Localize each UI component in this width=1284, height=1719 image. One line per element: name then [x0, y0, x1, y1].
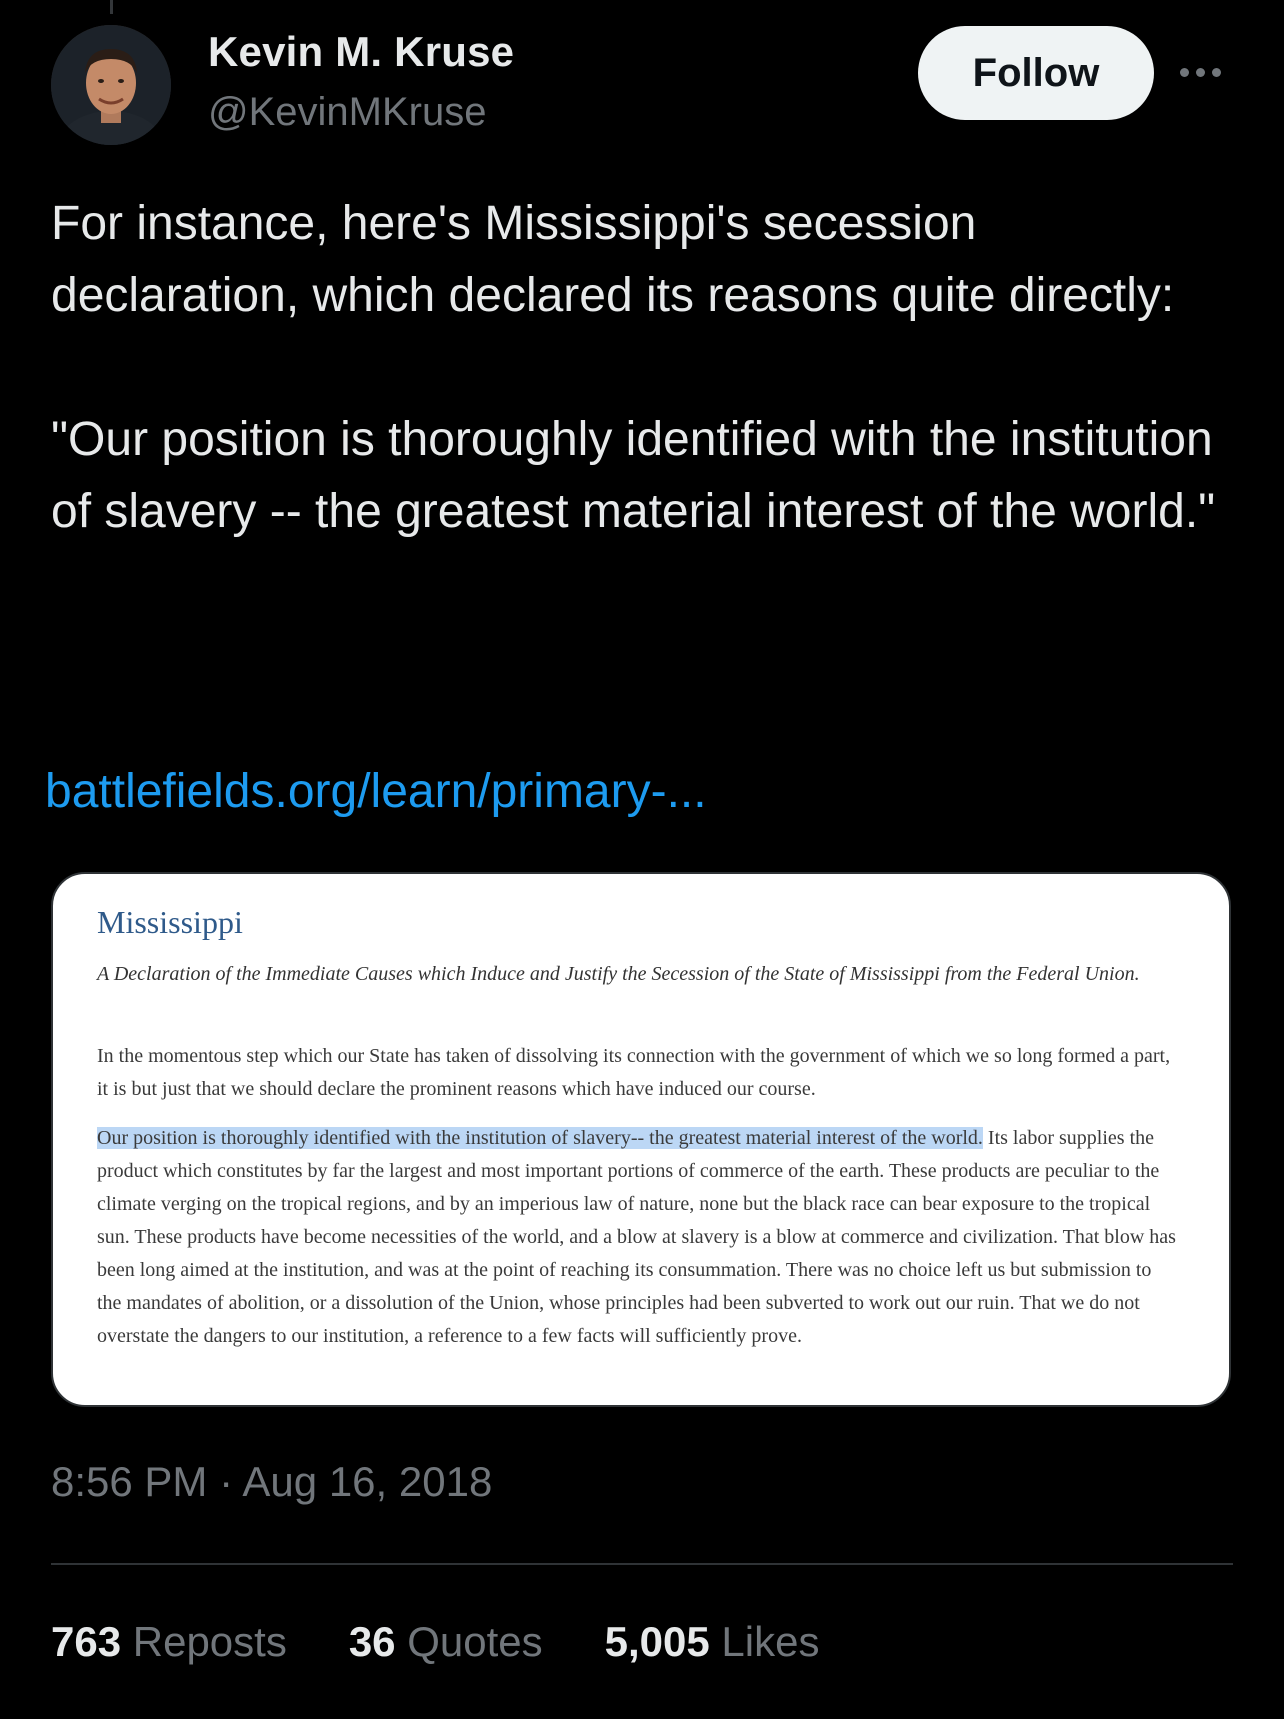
document-title: Mississippi — [97, 904, 243, 940]
quotes-count: 36 — [348, 1618, 396, 1665]
highlighted-quote: Our position is thoroughly identified with the institution of slavery-- the greatest material interest of the world. — [97, 1127, 983, 1149]
paragraph-continuation: Its labor supplies the product which constitutes by far the largest and most important portions of commerce of the earth. These products are peculiar to the climate verging on the tropical regions, and by an imperious law of nature, none but the black race can bear exposure to the tropical sun. These products have become necessities of the world, and a blow at slavery is a blow at commerce and civilization. That blow has been long aimed at the institution, and was at the point of reaching its consummation. There was no choice left us but submission to the mandates of abolition, or a dissolution of the Union, whose principles had been subverted to work out our ruin. That we do not overstate the dangers to our institution, a reference to a few facts will sufficiently prove. — [97, 1127, 1176, 1347]
likes-count: 5,005 — [604, 1618, 710, 1665]
avatar-portrait-image — [51, 25, 171, 145]
quotes-stat[interactable] — [349, 1618, 543, 1666]
more-dot — [1180, 68, 1189, 77]
thread-connector-line — [110, 0, 113, 14]
follow-button[interactable]: Follow — [918, 26, 1154, 120]
document-paragraph — [97, 1122, 1177, 1353]
author-display-name[interactable]: Kevin M. Kruse — [208, 28, 515, 75]
tweet-text: For instance, here's Mississippi's secession declaration, which declared its reasons quite directly: "Our position is thoroughly identified with the institution of slavery -- the greatest material interest of the world." — [51, 197, 1216, 538]
link-preview-card[interactable] — [51, 872, 1231, 1407]
more-options-icon[interactable] — [1180, 58, 1228, 86]
quotes-label: Quotes — [407, 1618, 543, 1665]
likes-stat[interactable] — [605, 1618, 820, 1666]
reposts-stat[interactable] — [51, 1618, 287, 1666]
engagement-stats — [51, 1618, 881, 1666]
divider — [51, 1563, 1233, 1565]
more-dot — [1212, 68, 1221, 77]
author-handle[interactable]: @KevinMKruse — [208, 90, 487, 134]
tweet-link[interactable]: battlefields.org/learn/primary-... — [45, 765, 707, 818]
tweet-timestamp[interactable]: 8:56 PM · Aug 16, 2018 — [51, 1458, 493, 1505]
likes-label: Likes — [721, 1618, 820, 1665]
reposts-count: 763 — [51, 1618, 122, 1665]
avatar[interactable] — [51, 25, 171, 145]
document-paragraph: In the momentous step which our State has taken of dissolving its connection with the government of which we so long formed a part, it is but just that we should declare the prominent reasons which have induced our course. — [97, 1045, 1171, 1100]
reposts-label: Reposts — [132, 1618, 287, 1665]
more-dot — [1196, 68, 1205, 77]
document-subtitle: A Declaration of the Immediate Causes which Induce and Justify the Secession of the State of Mississippi from the Federal Union. — [97, 963, 1140, 985]
